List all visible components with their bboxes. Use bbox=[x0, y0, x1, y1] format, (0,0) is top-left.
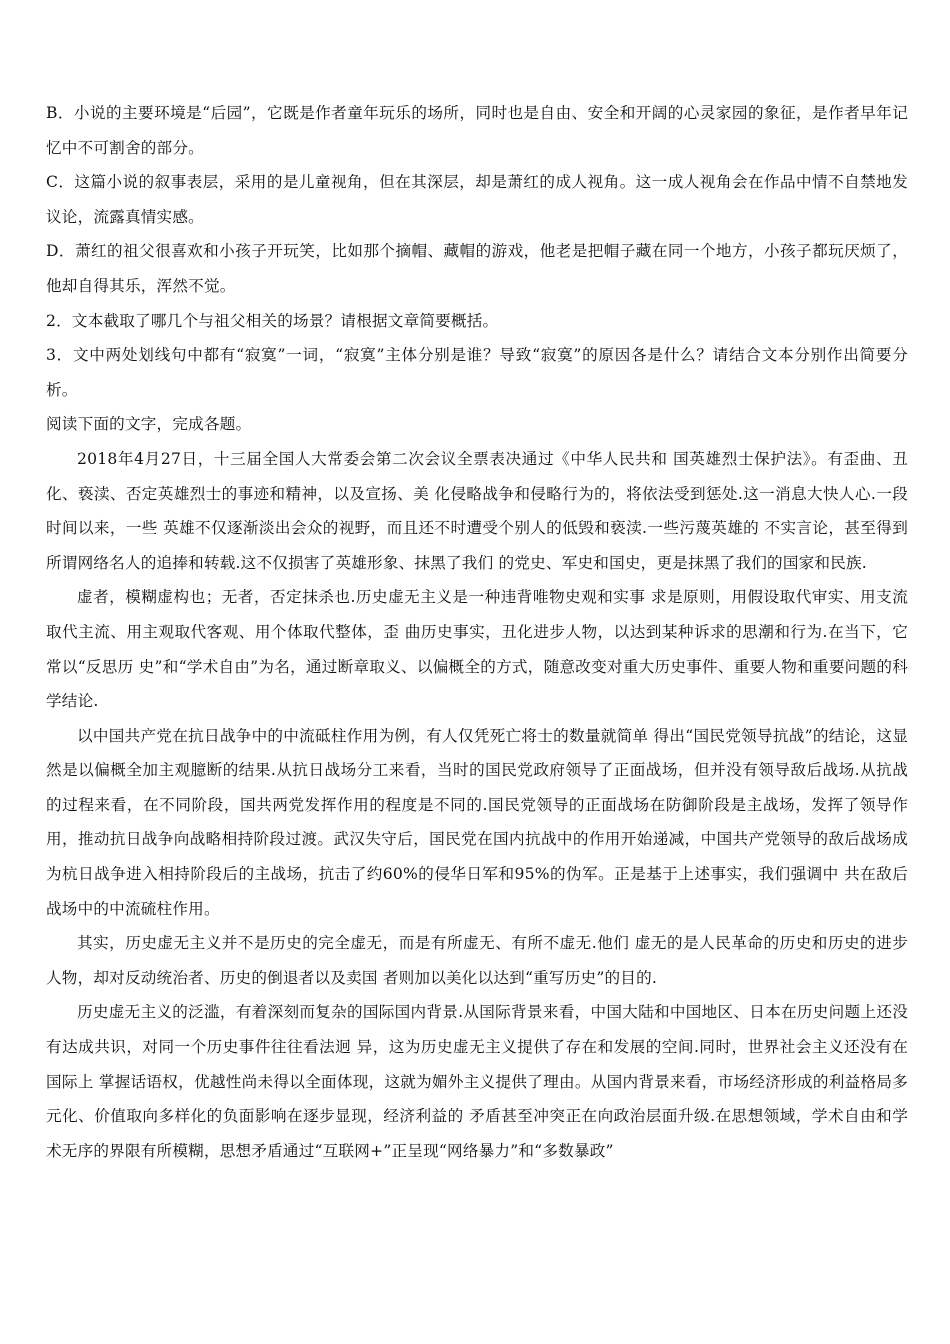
article-paragraph-4: 其实，历史虚无主义并不是历史的完全虚无，而是有所虚无、有所不虚无.他们 虚无的是人民革命的历史和历史的进步人物，却对反动统治者、历史的倒退者以及卖国 者则加以美化以达到“重写历史”的目的. bbox=[46, 934, 908, 987]
article-paragraph-3: 以中国共产党在抗日战争中的中流砥柱作用为例，有人仅凭死亡将士的数量就简单 得出“国民党领导抗战”的结论，这显然是以偏概全加主观臆断的结果.从抗日战场分工来看，当时的国民党政府领导了正面战场，但并没有领导敌后战场.从抗战的过程来看，在不同阶段，国共两党发挥作用的程度是不同的.国民党领导的正面战场在防御阶段是主战场，发挥了领导作用，推动抗日战争向战略相持阶段过渡。武汉失守后，国民党在国内抗战中的作用开始递减，中国共产党领导的敌后战场成为杭日战争进入相持阶段后的主战场，抗击了约60%的侵华日军和95%的伪军。正是基于上述事实，我们强调中 共在敌后战场中的中流硫柱作用。 bbox=[46, 726, 908, 918]
article-paragraph-5: 历史虚无主义的泛滥，有着深刻而复杂的国际国内背景.从国际背景来看，中国大陆和中国地区、日本在历史问题上还没有达成共识，对同一个历史事件往往看法迥 异，这为历史虚无主义提供了存在和发展的空间.同时，世界社会主义还没有在国际上 掌握话语权，优越性尚未得以全面体现，这就为媚外主义提供了理由。从国内背景来看，市场经济形成的利益格局多元化、价值取向多样化的负面影响在逐步显现，经济利益的 矛盾甚至冲突正在向政治层面升级.在思想领域，学术自由和学术无序的界限有所模糊，思想矛盾通过“互联网+”正呈现“网络暴力”和“多数暴政” bbox=[46, 1003, 908, 1160]
option-c: C．这篇小说的叙事表层，采用的是儿童视角，但在其深层，却是萧红的成人视角。这一成人视角会在作品中情不自禁地发议论，流露真情实感。 bbox=[46, 173, 908, 226]
article-paragraph-2: 虚者，模糊虚构也；无者，否定抹杀也.历史虚无主义是一种违背唯物史观和实事 求是原则，用假设取代审实、用支流取代主流、用主观取代客观、用个体取代整体，歪 曲历史事实，丑化进步人物，以达到某种诉求的思潮和行为.在当下，它常以“反思历 史”和“学术自由”为名，通过断章取义、以偏概全的方式，随意改变对重大历史事件、重要人物和重要问题的科学结论. bbox=[46, 588, 908, 711]
question-2: 2．文本截取了哪几个与祖父相关的场景？请根据文章简要概括。 bbox=[46, 311, 499, 330]
option-d: D．萧红的祖父很喜欢和小孩子开玩笑，比如那个摘帽、藏帽的游戏，他老是把帽子藏在同一个地方，小孩子都玩厌烦了，他却自得其乐，浑然不觉。 bbox=[46, 242, 908, 295]
option-b: B．小说的主要环境是“后园”，它既是作者童年玩乐的场所，同时也是自由、安全和开阔的心灵家园的象征，是作者早年记忆中不可割舍的部分。 bbox=[46, 104, 908, 157]
article-paragraph-1: 2018年4月27日，十三届全国人大常委会第二次会议全票表决通过《中华人民共和 国英雄烈士保护法》。有歪曲、丑化、亵渎、否定英雄烈士的事迹和精神，以及宣扬、美 化侵略战争和侵略行为的，将依法受到惩处.这一消息大快人心.一段时间以来，一些 英雄不仅逐渐淡出会众的视野，而且还不时遭受个别人的低毁和亵渎.一些污蔑英雄的 不实言论，甚至得到所谓网络名人的追捧和转载.这不仅损害了英雄形象、抹黑了我们 的党史、军史和国史，更是抹黑了我们的国家和民族. bbox=[46, 449, 908, 572]
question-3: 3．文中两处划线句中都有“寂寞”一词，“寂寞”主体分别是谁？导致“寂寞”的原因各是什么？请结合文本分别作出简要分析。 bbox=[46, 346, 908, 399]
reading-instruction: 阅读下面的文字，完成各题。 bbox=[46, 415, 252, 434]
document-page bbox=[46, 96, 908, 1168]
